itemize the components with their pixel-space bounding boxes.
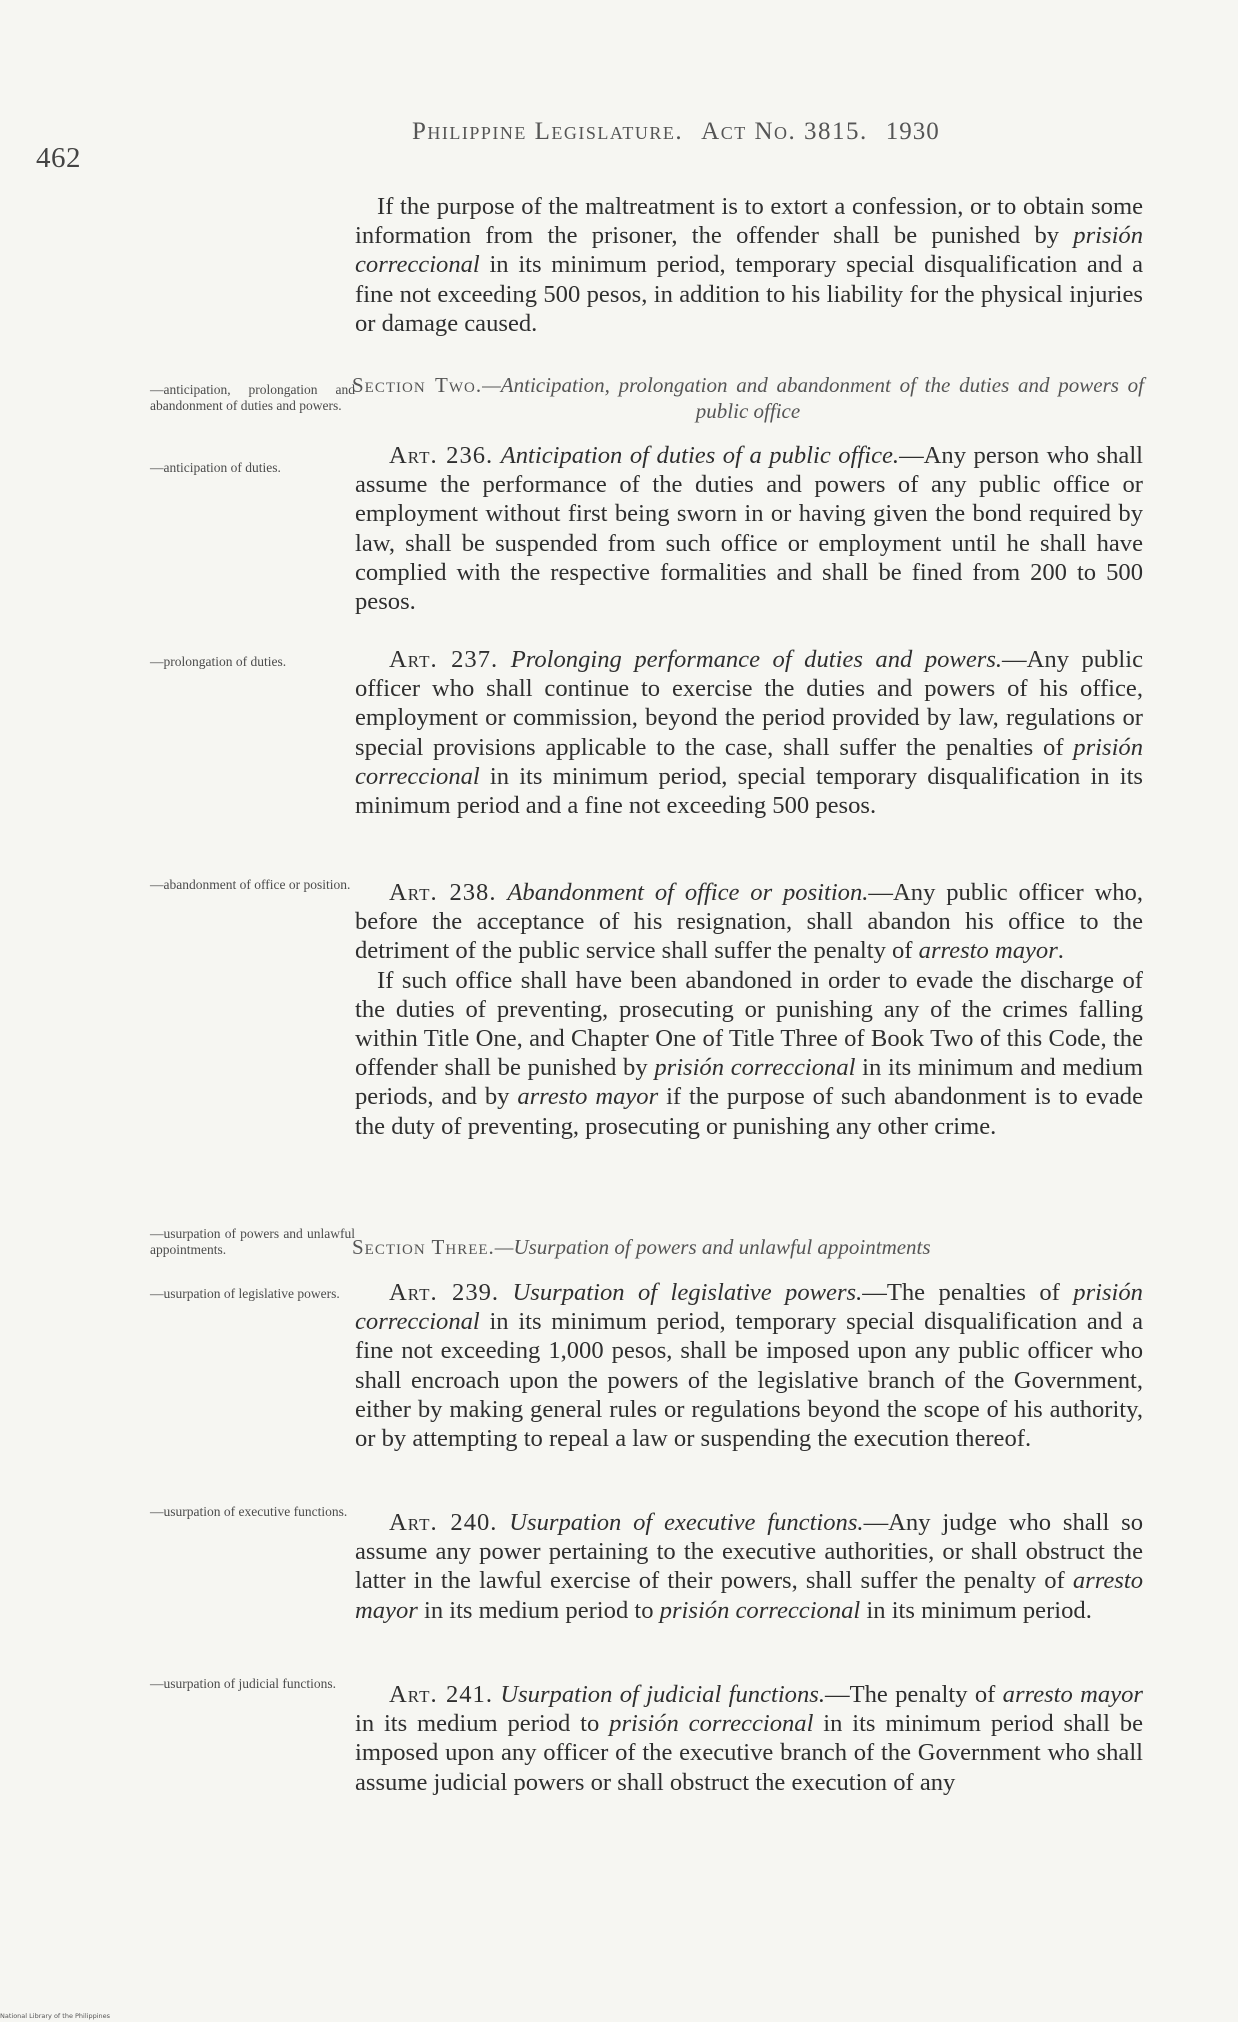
margin-note: —usurpation of powers and unlawful appointments.	[150, 1226, 355, 1257]
article-number: Art. 237.	[389, 646, 499, 673]
margin-note: —prolongation of duties.	[150, 654, 287, 669]
article-number: Art. 236.	[389, 442, 494, 469]
article-title: Prolonging performance of duties and powers.	[510, 646, 1003, 673]
margin-note: —anticipation, prolongation and abandonment of duties and powers.	[150, 382, 355, 413]
section-three-label: Section Three.	[352, 1235, 495, 1259]
article-title: Abandonment of office or position.	[507, 879, 869, 906]
section-three-title: —Usurpation of powers and unlawful appointments	[494, 1235, 931, 1259]
margin-note: —usurpation of executive functions.	[150, 1504, 348, 1519]
margin-note: —usurpation of legislative powers.	[150, 1286, 340, 1301]
article-number: Art. 238.	[389, 879, 497, 906]
article-239: Art. 239. Usurpation of legislative powers.—The penalties of prisión correccional in its minimum period, temporary special disqualification and a fine not exceeding 1,000 pesos, shall be imposed upon any public officer who shall encroach upon the powers of the legislative branch of the Government, either by making general rules or regulations beyond the scope of his authority, or by attempting to repeal a law or suspending the execution thereof.	[355, 1279, 1143, 1453]
article-number: Art. 240.	[389, 1509, 498, 1536]
article-238-paragraph-2: If such office shall have been abandoned in order to evade the discharge of the duties of preventing, prosecuting or punishing any of the crimes falling within Title One, and Chapter One of Title Three of Book Two of this Code, the offender shall be punished by prisión correccional in its minimum and medium periods, and by arresto mayor if the purpose of such abandonment is to evade the duty of preventing, prosecuting or punishing any other crime.	[355, 966, 1144, 1140]
article-title: Anticipation of duties of a public office.	[500, 442, 900, 469]
article-number: Art. 239.	[389, 1279, 500, 1306]
article-240: Art. 240. Usurpation of executive functions.—Any judge who shall so assume any power pertaining to the executive authorities, or shall obstruct the latter in the lawful exercise of their powers, shall suffer the penalty of arresto mayor in its medium period to prisión correccional in its minimum period.	[355, 1509, 1143, 1624]
article-text: —Any person who shall assume the performance of the duties and powers of any public office or employment without first being sworn in or having given the bond required by law, shall be suspended from such office or employment until he shall have complied with the respective formalities and shall be fined from 200 to 500 pesos.	[355, 442, 1143, 616]
article-241: Art. 241. Usurpation of judicial functions.—The penalty of arresto mayor in its medium period to prisión correccional in its minimum period shall be imposed upon any officer of the executive branch of the Government who shall assume judicial powers or shall obstruct the execution of any	[355, 1681, 1143, 1796]
article-number: Art. 241.	[389, 1681, 493, 1708]
margin-note: —abandonment of office or position.	[150, 877, 351, 892]
section-three-heading	[352, 1234, 1144, 1260]
running-head-legislature: Philippine Legislature.	[412, 118, 684, 145]
section-two-heading	[352, 372, 1144, 424]
intro-paragraph: If the purpose of the maltreatment is to extort a confession, or to obtain some information from the prisoner, the offender shall be punished by prisión correccional in its minimum period, temporary special disqualification and a fine not exceeding 500 pesos, in addition to his liability for the physical injuries or damage caused.	[355, 193, 1143, 337]
running-head	[412, 118, 1102, 146]
article-238: Art. 238. Abandonment of office or position.—Any public officer who, before the acceptance of his resignation, shall abandon his office to the detriment of the public service shall suffer the penalty of arresto mayor. If such office shall have been abandoned in order to evade the discharge of the duties of preventing, prosecuting or punishing any of the crimes falling within Title One, and Chapter One of Title Three of Book Two of this Code, the offender shall be punished by prisión correccional in its minimum and medium periods, and by arresto mayor if the purpose of such abandonment is to evade the duty of preventing, prosecuting or punishing any other crime.	[355, 879, 1144, 1140]
article-236	[355, 441, 1143, 616]
section-two-title: —Anticipation, prolongation and abandonment of the duties and powers of public office	[482, 373, 1145, 423]
running-head-act: Act No. 3815.	[701, 118, 868, 145]
article-title: Usurpation of judicial functions.	[500, 1681, 825, 1708]
article-title: Usurpation of legislative powers.	[512, 1279, 863, 1306]
article-title: Usurpation of executive functions.	[509, 1509, 864, 1536]
running-head-year: 1930	[885, 118, 940, 145]
article-237: Art. 237. Prolonging performance of duties and powers.—Any public officer who shall continue to exercise the duties and powers of his office, employment or commission, beyond the period provided by law, regulations or special provisions applicable to the case, shall suffer the penalties of prisión correccional in its minimum period, special temporary disqualification in its minimum period and a fine not exceeding 500 pesos.	[355, 646, 1143, 820]
section-two-label: Section Two.	[352, 373, 483, 397]
footer-library-credit: National Library of the Philippines	[0, 2012, 111, 2020]
margin-note: —anticipation of duties.	[150, 460, 281, 475]
intro-block	[355, 192, 1143, 338]
page-number: 462	[36, 142, 81, 174]
margin-note: —usurpation of judicial functions.	[150, 1676, 336, 1691]
